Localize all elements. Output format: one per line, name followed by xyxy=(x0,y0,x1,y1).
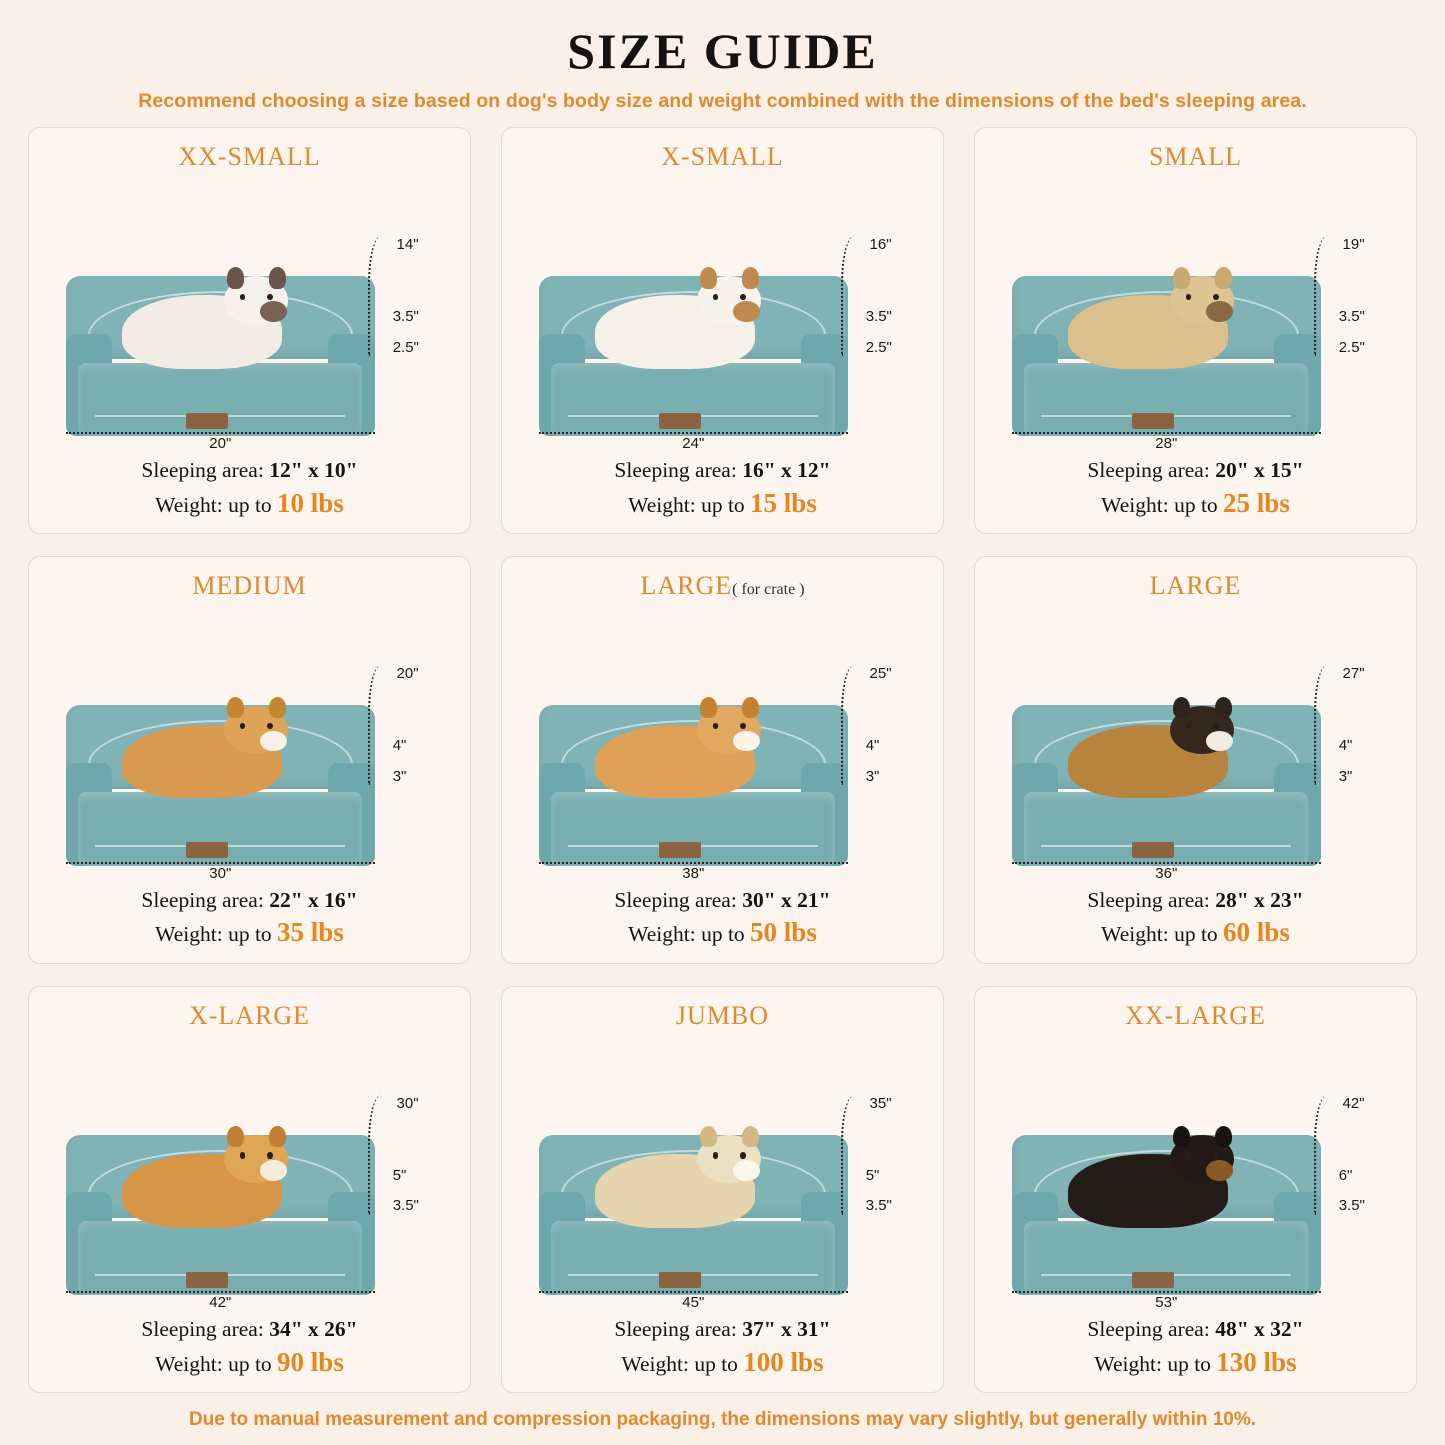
weight-label: Weight: up to xyxy=(1094,1351,1217,1376)
dimension-base-height: 3.5" xyxy=(865,1197,892,1215)
height-dimensions xyxy=(360,1084,456,1255)
weight-row xyxy=(514,485,931,521)
dog-left-eye xyxy=(1186,294,1192,300)
size-card-title xyxy=(41,571,458,601)
dimension-bolster-height: 3.5" xyxy=(1338,307,1365,325)
size-name: LARGE xyxy=(1149,571,1242,601)
size-specs xyxy=(987,886,1404,951)
dog-photo xyxy=(1068,295,1228,369)
dog-head xyxy=(1170,276,1234,325)
sleeping-area-label: Sleeping area: xyxy=(141,887,270,912)
size-name: SMALL xyxy=(1148,142,1243,171)
dimension-width: 38" xyxy=(682,864,705,882)
bed-mattress xyxy=(78,363,362,437)
width-dimension-line xyxy=(1012,432,1321,434)
dimension-base-height: 3" xyxy=(392,768,407,786)
bed-mattress xyxy=(1024,792,1308,866)
dog-photo xyxy=(595,1154,755,1228)
dog-left-ear xyxy=(227,697,244,718)
dog-right-eye xyxy=(1213,1152,1219,1158)
size-card-title xyxy=(41,1001,458,1031)
dog-bed-graphic xyxy=(1012,1135,1321,1295)
dog-bed-graphic xyxy=(539,1135,848,1295)
height-dimensions xyxy=(833,1084,929,1255)
height-dimensions xyxy=(833,655,929,826)
bed-illustration xyxy=(514,605,931,881)
bed-illustration xyxy=(987,605,1404,881)
dog-bed-graphic xyxy=(1012,276,1321,436)
sleeping-area-label: Sleeping area: xyxy=(1087,458,1216,483)
size-name: JUMBO xyxy=(675,1000,770,1030)
weight-label: Weight: up to xyxy=(155,922,278,947)
sleeping-area-row xyxy=(41,1315,458,1344)
weight-row xyxy=(41,485,458,521)
dog-snout xyxy=(733,1160,760,1180)
size-note: ( for crate ) xyxy=(732,581,805,599)
sleeping-area-row xyxy=(514,456,931,485)
weight-value: 15 lbs xyxy=(750,488,817,519)
dog-left-ear xyxy=(1173,267,1190,288)
dimension-bolster-height: 3.5" xyxy=(865,307,892,325)
dimension-overall-depth: 42" xyxy=(1342,1094,1365,1112)
dog-right-eye xyxy=(740,1152,746,1158)
bed-illustration xyxy=(41,1035,458,1311)
dog-head xyxy=(224,1135,288,1184)
dimension-base-height: 3.5" xyxy=(392,1197,419,1215)
dog-head xyxy=(1170,1135,1234,1184)
size-specs xyxy=(987,456,1404,521)
weight-value: 90 lbs xyxy=(277,1346,344,1377)
dog-photo xyxy=(1068,725,1228,799)
brand-tag xyxy=(1132,413,1174,429)
dog-right-eye xyxy=(1213,723,1219,729)
width-dimension-line xyxy=(1012,1291,1321,1293)
bed-illustration xyxy=(987,176,1404,452)
dog-head xyxy=(697,706,761,755)
dog-head xyxy=(697,1135,761,1184)
dog-left-eye xyxy=(713,294,719,300)
dimension-bolster-height: 4" xyxy=(1338,737,1353,755)
sleeping-area-row xyxy=(987,1315,1404,1344)
weight-value: 25 lbs xyxy=(1223,488,1290,519)
dimension-overall-depth: 20" xyxy=(396,665,419,683)
sleeping-area-value: 37" x 31" xyxy=(742,1317,831,1342)
sleeping-area-label: Sleeping area: xyxy=(614,458,743,483)
dimension-bolster-height: 4" xyxy=(392,737,407,755)
dog-right-ear xyxy=(1215,1126,1232,1147)
brand-tag xyxy=(659,413,701,429)
dog-left-eye xyxy=(1186,723,1192,729)
width-dimension-line xyxy=(1012,862,1321,864)
size-card-title xyxy=(987,571,1404,601)
width-dimension-line xyxy=(539,432,848,434)
size-specs xyxy=(514,456,931,521)
dog-left-ear xyxy=(700,267,717,288)
size-card-title xyxy=(514,1001,931,1031)
weight-label: Weight: up to xyxy=(1101,922,1224,947)
bed-illustration xyxy=(987,1035,1404,1311)
bed-illustration xyxy=(514,176,931,452)
weight-label: Weight: up to xyxy=(155,1351,278,1376)
width-dimension-line xyxy=(66,862,375,864)
dog-left-ear xyxy=(227,1126,244,1147)
size-card xyxy=(28,127,471,534)
size-name: X-SMALL xyxy=(661,142,784,171)
brand-tag xyxy=(1132,1272,1174,1288)
weight-value: 130 lbs xyxy=(1216,1346,1297,1377)
dimension-width: 24" xyxy=(682,435,705,453)
height-dimensions xyxy=(1306,226,1402,397)
bed-illustration xyxy=(41,605,458,881)
sleeping-area-row xyxy=(41,456,458,485)
sleeping-area-label: Sleeping area: xyxy=(1087,1317,1216,1342)
width-dimension-line xyxy=(66,1291,375,1293)
dog-right-ear xyxy=(742,697,759,718)
weight-row xyxy=(41,914,458,950)
brand-tag xyxy=(186,1272,228,1288)
dimension-base-height: 2.5" xyxy=(392,338,419,356)
dimension-overall-depth: 25" xyxy=(869,665,892,683)
brand-tag xyxy=(659,1272,701,1288)
sleeping-area-value: 12" x 10" xyxy=(269,458,358,483)
dog-right-ear xyxy=(269,1126,286,1147)
page-title: SIZE GUIDE xyxy=(567,23,878,79)
sleeping-area-row xyxy=(987,886,1404,915)
weight-label: Weight: up to xyxy=(628,493,751,518)
dog-head xyxy=(224,276,288,325)
dog-left-eye xyxy=(240,723,246,729)
weight-row xyxy=(514,1344,931,1380)
dimension-width: 42" xyxy=(209,1294,232,1312)
dimension-overall-depth: 30" xyxy=(396,1094,419,1112)
sleeping-area-value: 16" x 12" xyxy=(742,458,831,483)
dog-head xyxy=(697,276,761,325)
weight-label: Weight: up to xyxy=(155,493,278,518)
weight-value: 35 lbs xyxy=(277,917,344,948)
dimension-bolster-height: 5" xyxy=(392,1166,407,1184)
height-dimensions xyxy=(360,655,456,826)
dimension-overall-depth: 27" xyxy=(1342,665,1365,683)
sleeping-area-label: Sleeping area: xyxy=(141,458,270,483)
size-card xyxy=(974,127,1417,534)
width-dimension-line xyxy=(539,1291,848,1293)
bed-mattress xyxy=(551,363,835,437)
bed-illustration xyxy=(514,1035,931,1311)
dog-snout xyxy=(733,301,760,321)
dimension-width: 30" xyxy=(209,864,232,882)
dog-left-eye xyxy=(240,294,246,300)
dimension-base-height: 3" xyxy=(1338,768,1353,786)
dog-left-ear xyxy=(700,697,717,718)
bed-mattress xyxy=(78,792,362,866)
dog-left-eye xyxy=(1186,1152,1192,1158)
dimension-bolster-height: 3.5" xyxy=(392,307,419,325)
dog-bed-graphic xyxy=(66,276,375,436)
dog-head xyxy=(1170,706,1234,755)
dog-photo xyxy=(122,1154,282,1228)
dog-right-ear xyxy=(742,267,759,288)
sleeping-area-value: 34" x 26" xyxy=(269,1317,358,1342)
height-dimensions xyxy=(1306,655,1402,826)
bed-mattress xyxy=(1024,1221,1308,1295)
dog-bed-graphic xyxy=(66,705,375,865)
dog-right-eye xyxy=(1213,294,1219,300)
size-card-title xyxy=(987,1001,1404,1031)
dog-head xyxy=(224,706,288,755)
sleeping-area-value: 22" x 16" xyxy=(269,887,358,912)
size-card-grid xyxy=(24,127,1421,1393)
dog-snout xyxy=(1206,301,1233,321)
size-card-title xyxy=(987,142,1404,172)
weight-value: 100 lbs xyxy=(743,1346,824,1377)
size-name: LARGE xyxy=(640,571,733,601)
dimension-base-height: 2.5" xyxy=(865,338,892,356)
dog-left-eye xyxy=(713,723,719,729)
sleeping-area-label: Sleeping area: xyxy=(141,1317,270,1342)
dimension-width: 36" xyxy=(1155,864,1178,882)
dog-left-ear xyxy=(1173,697,1190,718)
dog-left-ear xyxy=(700,1126,717,1147)
dog-right-eye xyxy=(267,1152,273,1158)
brand-tag xyxy=(659,842,701,858)
dimension-width: 45" xyxy=(682,1294,705,1312)
size-specs xyxy=(41,456,458,521)
dog-right-eye xyxy=(267,723,273,729)
weight-row xyxy=(987,485,1404,521)
sleeping-area-row xyxy=(514,886,931,915)
bed-mattress xyxy=(551,792,835,866)
weight-row xyxy=(514,914,931,950)
bed-mattress xyxy=(1024,363,1308,437)
size-card xyxy=(974,986,1417,1393)
size-card xyxy=(974,556,1417,963)
dimension-width: 28" xyxy=(1155,435,1178,453)
dog-right-ear xyxy=(1215,267,1232,288)
dimension-bolster-height: 6" xyxy=(1338,1166,1353,1184)
dog-snout xyxy=(260,301,287,321)
weight-row xyxy=(41,1344,458,1380)
sleeping-area-label: Sleeping area: xyxy=(614,887,743,912)
dog-right-ear xyxy=(742,1126,759,1147)
dimension-bolster-height: 4" xyxy=(865,737,880,755)
weight-row xyxy=(987,1344,1404,1380)
sleeping-area-value: 48" x 32" xyxy=(1215,1317,1304,1342)
size-name: X-LARGE xyxy=(188,1000,311,1030)
size-card xyxy=(501,127,944,534)
dog-snout xyxy=(1206,1160,1233,1180)
dog-snout xyxy=(260,1160,287,1180)
weight-row xyxy=(987,914,1404,950)
dog-bed-graphic xyxy=(1012,705,1321,865)
brand-tag xyxy=(186,413,228,429)
footer-note: Due to manual measurement and compression packaging, the dimensions may vary slightly, but generally within 10%. xyxy=(188,1409,1257,1430)
dimension-base-height: 3" xyxy=(865,768,880,786)
size-card xyxy=(501,556,944,963)
sleeping-area-label: Sleeping area: xyxy=(614,1317,743,1342)
dog-bed-graphic xyxy=(539,705,848,865)
size-specs xyxy=(41,886,458,951)
size-specs xyxy=(987,1315,1404,1380)
dog-bed-graphic xyxy=(539,276,848,436)
sleeping-area-row xyxy=(514,1315,931,1344)
dog-left-eye xyxy=(713,1152,719,1158)
dog-right-ear xyxy=(269,697,286,718)
weight-label: Weight: up to xyxy=(621,1351,744,1376)
dimension-bolster-height: 5" xyxy=(865,1166,880,1184)
size-name: XX-SMALL xyxy=(178,142,321,171)
size-card-title xyxy=(514,571,931,601)
dimension-base-height: 2.5" xyxy=(1338,338,1365,356)
sleeping-area-row xyxy=(987,456,1404,485)
weight-value: 50 lbs xyxy=(750,917,817,948)
dog-bed-graphic xyxy=(66,1135,375,1295)
size-card-title xyxy=(514,142,931,172)
dimension-overall-depth: 16" xyxy=(869,236,892,253)
dog-photo xyxy=(122,725,282,799)
size-card xyxy=(28,986,471,1393)
dimension-overall-depth: 19" xyxy=(1342,236,1365,253)
dimension-width: 53" xyxy=(1155,1294,1178,1312)
height-dimensions xyxy=(360,226,456,397)
size-card xyxy=(28,556,471,963)
dog-photo xyxy=(595,725,755,799)
width-dimension-line xyxy=(66,432,375,434)
size-name: MEDIUM xyxy=(192,571,307,601)
brand-tag xyxy=(1132,842,1174,858)
sleeping-area-label: Sleeping area: xyxy=(1087,887,1216,912)
size-card xyxy=(501,986,944,1393)
dog-photo xyxy=(1068,1154,1228,1228)
height-dimensions xyxy=(833,226,929,397)
dimension-overall-depth: 35" xyxy=(869,1094,892,1112)
dog-left-ear xyxy=(1173,1126,1190,1147)
weight-value: 10 lbs xyxy=(277,488,344,519)
dog-right-eye xyxy=(267,294,273,300)
dimension-overall-depth: 14" xyxy=(396,236,419,253)
page-subtitle: Recommend choosing a size based on dog's body size and weight combined with the dimensions of the bed's sleeping area. xyxy=(138,90,1307,112)
dog-right-eye xyxy=(740,294,746,300)
bed-mattress xyxy=(551,1221,835,1295)
brand-tag xyxy=(186,842,228,858)
bed-illustration xyxy=(41,176,458,452)
size-card-title xyxy=(41,142,458,172)
weight-value: 60 lbs xyxy=(1223,917,1290,948)
size-name: XX-LARGE xyxy=(1125,1000,1266,1030)
weight-label: Weight: up to xyxy=(1101,493,1224,518)
dog-left-eye xyxy=(240,1152,246,1158)
dog-right-eye xyxy=(740,723,746,729)
size-specs xyxy=(514,886,931,951)
sleeping-area-row xyxy=(41,886,458,915)
width-dimension-line xyxy=(539,862,848,864)
dimension-base-height: 3.5" xyxy=(1338,1197,1365,1215)
height-dimensions xyxy=(1306,1084,1402,1255)
sleeping-area-value: 30" x 21" xyxy=(742,887,831,912)
dog-photo xyxy=(122,295,282,369)
dog-right-ear xyxy=(269,267,286,288)
dimension-width: 20" xyxy=(209,435,232,453)
dog-right-ear xyxy=(1215,697,1232,718)
size-specs xyxy=(41,1315,458,1380)
weight-label: Weight: up to xyxy=(628,922,751,947)
dog-photo xyxy=(595,295,755,369)
size-specs xyxy=(514,1315,931,1380)
sleeping-area-value: 20" x 15" xyxy=(1215,458,1304,483)
sleeping-area-value: 28" x 23" xyxy=(1215,887,1304,912)
dog-left-ear xyxy=(227,267,244,288)
bed-mattress xyxy=(78,1221,362,1295)
